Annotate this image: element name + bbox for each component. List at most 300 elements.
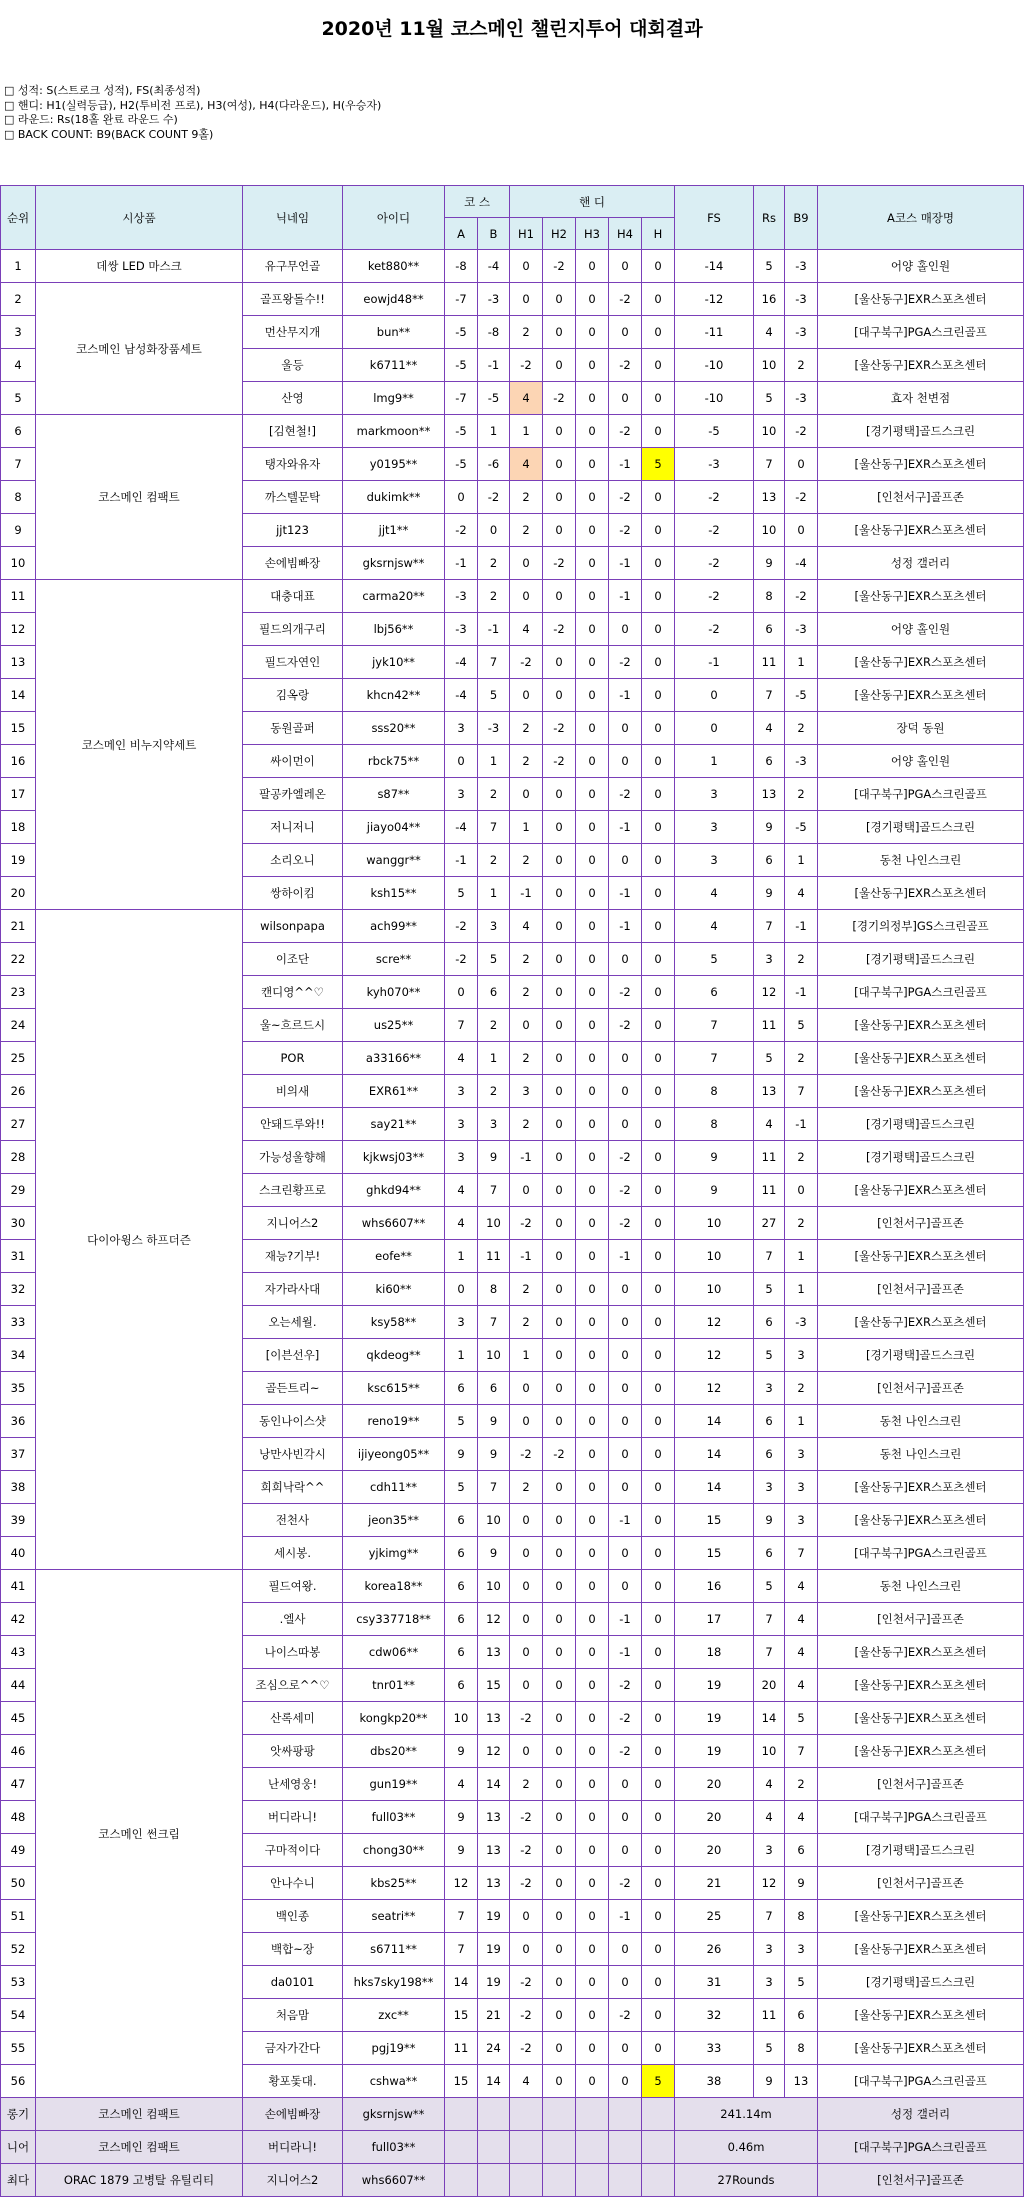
cell-score-a: 3 xyxy=(445,712,478,745)
cell-fs: 0 xyxy=(675,712,754,745)
cell-h4: -2 xyxy=(609,646,642,679)
cell-rank: 29 xyxy=(1,1174,36,1207)
cell-h4: -2 xyxy=(609,514,642,547)
cell-rank: 15 xyxy=(1,712,36,745)
cell-fs: 3 xyxy=(675,778,754,811)
cell-score-a: 6 xyxy=(445,1636,478,1669)
cell-rs: 7 xyxy=(754,679,785,712)
cell-h2: 0 xyxy=(543,1273,576,1306)
cell-h2: 0 xyxy=(543,1141,576,1174)
cell-h1: -1 xyxy=(510,1240,543,1273)
cell-store: [경기의정부]GS스크린골프 xyxy=(818,910,1024,943)
prize-cell: 코스메인 비누지약세트 xyxy=(36,580,243,910)
cell-score-a: -2 xyxy=(445,943,478,976)
cell-nickname: POR xyxy=(243,1042,343,1075)
cell-fs: -10 xyxy=(675,382,754,415)
legend-back-count: □ BACK COUNT: B9(BACK COUNT 9홀) xyxy=(4,127,214,141)
cell-h1: 0 xyxy=(510,1636,543,1669)
cell-score-a: 9 xyxy=(445,1735,478,1768)
empty-cell xyxy=(445,2098,478,2131)
cell-score-b: 10 xyxy=(478,1207,510,1240)
cell-h3: 0 xyxy=(576,1834,609,1867)
cell-h3: 0 xyxy=(576,1174,609,1207)
cell-nickname: 캔디영^^♡ xyxy=(243,976,343,1009)
legend-rounds: □ 라운드: Rs(18홀 완료 라운드 수) xyxy=(4,113,178,126)
cell-id: ket880** xyxy=(343,250,445,283)
cell-rank: 51 xyxy=(1,1900,36,1933)
cell-b9: 3 xyxy=(785,1438,818,1471)
cell-rank: 10 xyxy=(1,547,36,580)
cell-score-a: 4 xyxy=(445,1042,478,1075)
cell-h3: 0 xyxy=(576,1735,609,1768)
cell-id: khcn42** xyxy=(343,679,445,712)
cell-store: [경기평택]골드스크린 xyxy=(818,1141,1024,1174)
cell-nickname: 나이스따봉 xyxy=(243,1636,343,1669)
cell-nickname: .엘사 xyxy=(243,1603,343,1636)
cell-b9: -3 xyxy=(785,283,818,316)
cell-nickname: da0101 xyxy=(243,1966,343,1999)
results-table xyxy=(0,185,1024,2197)
cell-score-a: 3 xyxy=(445,1141,478,1174)
cell-h2: 0 xyxy=(543,910,576,943)
cell-h3: 0 xyxy=(576,811,609,844)
cell-h3: 0 xyxy=(576,646,609,679)
cell-h: 0 xyxy=(642,1504,675,1537)
cell-store: 동천 나인스크린 xyxy=(818,1405,1024,1438)
cell-score-a: 11 xyxy=(445,2032,478,2065)
cell-store: [대구북구]PGA스크린골프 xyxy=(818,316,1024,349)
cell-h1: -2 xyxy=(510,1999,543,2032)
cell-rs: 3 xyxy=(754,943,785,976)
cell-rs: 11 xyxy=(754,646,785,679)
cell-fs: 8 xyxy=(675,1075,754,1108)
cell-h1: 0 xyxy=(510,283,543,316)
cell-h2: 0 xyxy=(543,2065,576,2098)
cell-rank: 1 xyxy=(1,250,36,283)
cell-h4: -2 xyxy=(609,1702,642,1735)
cell-h3: 0 xyxy=(576,415,609,448)
cell-h: 0 xyxy=(642,976,675,1009)
cell-rank: 27 xyxy=(1,1108,36,1141)
cell-rank: 31 xyxy=(1,1240,36,1273)
cell-rank: 13 xyxy=(1,646,36,679)
cell-score-b: 10 xyxy=(478,1570,510,1603)
cell-h3: 0 xyxy=(576,382,609,415)
cell-score-a: 5 xyxy=(445,1405,478,1438)
cell-nickname: 가능성울향해 xyxy=(243,1141,343,1174)
cell-score-b: 7 xyxy=(478,1306,510,1339)
cell-id: dukimk** xyxy=(343,481,445,514)
award-value: 0.46m xyxy=(675,2131,818,2164)
cell-h: 0 xyxy=(642,1900,675,1933)
cell-h1: 2 xyxy=(510,1042,543,1075)
cell-nickname: 필드자연인 xyxy=(243,646,343,679)
cell-fs: 3 xyxy=(675,844,754,877)
cell-b9: 4 xyxy=(785,1669,818,1702)
cell-nickname: 조심으로^^♡ xyxy=(243,1669,343,1702)
cell-rs: 11 xyxy=(754,1999,785,2032)
cell-h3: 0 xyxy=(576,448,609,481)
cell-store: [울산동구]EXR스포츠센터 xyxy=(818,1702,1024,1735)
cell-rank: 46 xyxy=(1,1735,36,1768)
cell-rank: 37 xyxy=(1,1438,36,1471)
cell-h3: 0 xyxy=(576,2032,609,2065)
cell-id: zxc** xyxy=(343,1999,445,2032)
cell-rs: 4 xyxy=(754,712,785,745)
cell-h: 0 xyxy=(642,1009,675,1042)
cell-h: 0 xyxy=(642,1636,675,1669)
cell-store: [경기평택]골드스크린 xyxy=(818,943,1024,976)
cell-h1: 0 xyxy=(510,1669,543,1702)
cell-h: 0 xyxy=(642,1933,675,1966)
cell-h4: -1 xyxy=(609,1603,642,1636)
cell-fs: 5 xyxy=(675,943,754,976)
cell-h1: 0 xyxy=(510,547,543,580)
cell-h4: 0 xyxy=(609,712,642,745)
header-b9: B9 xyxy=(785,186,818,250)
cell-h2: 0 xyxy=(543,1372,576,1405)
cell-fs: 9 xyxy=(675,1174,754,1207)
cell-store: [울산동구]EXR스포츠센터 xyxy=(818,679,1024,712)
cell-id: ksc615** xyxy=(343,1372,445,1405)
cell-b9: 1 xyxy=(785,646,818,679)
cell-score-b: -4 xyxy=(478,250,510,283)
cell-score-b: 0 xyxy=(478,514,510,547)
cell-h3: 0 xyxy=(576,1603,609,1636)
cell-id: rbck75** xyxy=(343,745,445,778)
cell-store: [울산동구]EXR스포츠센터 xyxy=(818,1306,1024,1339)
cell-store: [대구북구]PGA스크린골프 xyxy=(818,2065,1024,2098)
cell-store: [인천서구]골프존 xyxy=(818,2164,1024,2197)
cell-rank: 24 xyxy=(1,1009,36,1042)
cell-fs: 21 xyxy=(675,1867,754,1900)
cell-score-a: 6 xyxy=(445,1372,478,1405)
cell-h3: 0 xyxy=(576,1570,609,1603)
cell-h4: -2 xyxy=(609,349,642,382)
cell-b9: -2 xyxy=(785,580,818,613)
cell-rank: 34 xyxy=(1,1339,36,1372)
cell-h3: 0 xyxy=(576,316,609,349)
cell-h4: 0 xyxy=(609,745,642,778)
cell-nickname: 손에빔빠장 xyxy=(243,2098,343,2131)
cell-rs: 5 xyxy=(754,1042,785,1075)
cell-h1: 2 xyxy=(510,745,543,778)
cell-nickname: 처음맘 xyxy=(243,1999,343,2032)
cell-nickname: 탱자와유자 xyxy=(243,448,343,481)
cell-h2: 0 xyxy=(543,1966,576,1999)
empty-cell xyxy=(510,2098,543,2131)
cell-rs: 7 xyxy=(754,910,785,943)
award-label: 니어 xyxy=(1,2131,36,2164)
cell-h3: 0 xyxy=(576,1999,609,2032)
prize-cell: ORAC 1879 고병탈 유틸리티 xyxy=(36,2164,243,2197)
cell-score-b: 7 xyxy=(478,1471,510,1504)
cell-h2: 0 xyxy=(543,1603,576,1636)
cell-rs: 4 xyxy=(754,316,785,349)
cell-nickname: 까스텔문탁 xyxy=(243,481,343,514)
cell-rank: 16 xyxy=(1,745,36,778)
cell-h: 0 xyxy=(642,2032,675,2065)
cell-b9: 1 xyxy=(785,1240,818,1273)
cell-rs: 10 xyxy=(754,514,785,547)
cell-h4: -2 xyxy=(609,1009,642,1042)
cell-store: [울산동구]EXR스포츠센터 xyxy=(818,1999,1024,2032)
header-prize: 시상품 xyxy=(36,186,243,250)
cell-rs: 11 xyxy=(754,1141,785,1174)
cell-rs: 3 xyxy=(754,1933,785,1966)
cell-h1: 0 xyxy=(510,1537,543,1570)
prize-cell: 다이아윙스 하프더즌 xyxy=(36,910,243,1570)
cell-h1: 0 xyxy=(510,1603,543,1636)
cell-h1: -1 xyxy=(510,877,543,910)
cell-h1: 0 xyxy=(510,1009,543,1042)
cell-fs: 3 xyxy=(675,811,754,844)
cell-score-a: 4 xyxy=(445,1768,478,1801)
cell-fs: -1 xyxy=(675,646,754,679)
cell-store: [울산동구]EXR스포츠센터 xyxy=(818,1174,1024,1207)
cell-id: ghkd94** xyxy=(343,1174,445,1207)
cell-h2: 0 xyxy=(543,514,576,547)
cell-score-a: 6 xyxy=(445,1570,478,1603)
cell-h1: 3 xyxy=(510,1075,543,1108)
cell-rs: 20 xyxy=(754,1669,785,1702)
cell-h4: -1 xyxy=(609,877,642,910)
empty-cell xyxy=(478,2131,510,2164)
cell-nickname: 골프왕돌수!! xyxy=(243,283,343,316)
table-row xyxy=(1,910,1024,943)
cell-h: 0 xyxy=(642,1042,675,1075)
cell-score-a: 10 xyxy=(445,1702,478,1735)
header-h3: H3 xyxy=(576,218,609,250)
cell-h4: -2 xyxy=(609,778,642,811)
cell-b9: 6 xyxy=(785,1834,818,1867)
cell-h4: 0 xyxy=(609,2032,642,2065)
cell-h3: 0 xyxy=(576,778,609,811)
cell-h2: 0 xyxy=(543,778,576,811)
cell-rank: 2 xyxy=(1,283,36,316)
cell-h4: 0 xyxy=(609,1834,642,1867)
cell-h: 0 xyxy=(642,382,675,415)
cell-nickname: 앗싸팡팡 xyxy=(243,1735,343,1768)
cell-nickname: 자가라사대 xyxy=(243,1273,343,1306)
cell-score-b: 19 xyxy=(478,1900,510,1933)
cell-score-a: 4 xyxy=(445,1174,478,1207)
cell-rs: 10 xyxy=(754,349,785,382)
cell-score-b: -3 xyxy=(478,283,510,316)
cell-score-b: 9 xyxy=(478,1141,510,1174)
cell-rs: 9 xyxy=(754,547,785,580)
cell-rank: 33 xyxy=(1,1306,36,1339)
cell-score-b: 12 xyxy=(478,1735,510,1768)
cell-h2: 0 xyxy=(543,976,576,1009)
cell-store: [울산동구]EXR스포츠센터 xyxy=(818,1504,1024,1537)
cell-h1: 0 xyxy=(510,679,543,712)
cell-h3: 0 xyxy=(576,1075,609,1108)
cell-h2: 0 xyxy=(543,1042,576,1075)
cell-rs: 11 xyxy=(754,1009,785,1042)
cell-rs: 16 xyxy=(754,283,785,316)
cell-store: [대구북구]PGA스크린골프 xyxy=(818,1801,1024,1834)
cell-score-a: 9 xyxy=(445,1834,478,1867)
cell-h4: -2 xyxy=(609,1867,642,1900)
cell-nickname: wilsonpapa xyxy=(243,910,343,943)
cell-rs: 12 xyxy=(754,1867,785,1900)
cell-rs: 13 xyxy=(754,1075,785,1108)
cell-h1: -2 xyxy=(510,2032,543,2065)
cell-score-a: 7 xyxy=(445,1009,478,1042)
cell-b9: 2 xyxy=(785,1768,818,1801)
cell-rs: 8 xyxy=(754,580,785,613)
empty-cell xyxy=(445,2164,478,2197)
table-row xyxy=(1,415,1024,448)
cell-store: [울산동구]EXR스포츠센터 xyxy=(818,1735,1024,1768)
cell-b9: -3 xyxy=(785,1306,818,1339)
cell-h: 0 xyxy=(642,679,675,712)
cell-rs: 9 xyxy=(754,877,785,910)
cell-b9: -3 xyxy=(785,250,818,283)
header-fs: FS xyxy=(675,186,754,250)
cell-rs: 9 xyxy=(754,1504,785,1537)
cell-h4: 0 xyxy=(609,1306,642,1339)
cell-id: kongkp20** xyxy=(343,1702,445,1735)
cell-b9: -1 xyxy=(785,910,818,943)
cell-rank: 53 xyxy=(1,1966,36,1999)
cell-h2: 0 xyxy=(543,1636,576,1669)
cell-h1: 4 xyxy=(510,613,543,646)
cell-rank: 18 xyxy=(1,811,36,844)
cell-b9: -1 xyxy=(785,976,818,1009)
cell-h: 0 xyxy=(642,745,675,778)
cell-rs: 9 xyxy=(754,2065,785,2098)
cell-rs: 5 xyxy=(754,1570,785,1603)
cell-score-b: 14 xyxy=(478,2065,510,2098)
cell-h3: 0 xyxy=(576,712,609,745)
cell-b9: 6 xyxy=(785,1999,818,2032)
cell-rank: 5 xyxy=(1,382,36,415)
cell-score-b: 2 xyxy=(478,580,510,613)
cell-h: 0 xyxy=(642,514,675,547)
cell-rs: 6 xyxy=(754,1405,785,1438)
cell-h2: 0 xyxy=(543,1834,576,1867)
cell-rs: 5 xyxy=(754,1339,785,1372)
cell-score-b: 5 xyxy=(478,943,510,976)
cell-h: 0 xyxy=(642,481,675,514)
cell-b9: 4 xyxy=(785,1801,818,1834)
cell-fs: 16 xyxy=(675,1570,754,1603)
cell-rs: 4 xyxy=(754,1801,785,1834)
header-store: A코스 매장명 xyxy=(818,186,1024,250)
cell-rank: 28 xyxy=(1,1141,36,1174)
cell-fs: 1 xyxy=(675,745,754,778)
header-b: B xyxy=(478,218,510,250)
cell-h: 0 xyxy=(642,1834,675,1867)
cell-score-a: 3 xyxy=(445,1306,478,1339)
results-body xyxy=(1,250,1024,2197)
header-a: A xyxy=(445,218,478,250)
cell-rs: 11 xyxy=(754,1174,785,1207)
header-course: 코 스 xyxy=(445,186,510,218)
cell-fs: 4 xyxy=(675,910,754,943)
header-h2: H2 xyxy=(543,218,576,250)
cell-score-b: 11 xyxy=(478,1240,510,1273)
cell-nickname: 울~흐르드시 xyxy=(243,1009,343,1042)
cell-id: kbs25** xyxy=(343,1867,445,1900)
cell-h2: 0 xyxy=(543,943,576,976)
cell-h3: 0 xyxy=(576,1669,609,1702)
cell-h4: -1 xyxy=(609,1504,642,1537)
cell-rank: 42 xyxy=(1,1603,36,1636)
cell-store: [인천서구]골프존 xyxy=(818,1207,1024,1240)
cell-id: gun19** xyxy=(343,1768,445,1801)
cell-b9: 2 xyxy=(785,943,818,976)
header-id: 아이디 xyxy=(343,186,445,250)
cell-rank: 26 xyxy=(1,1075,36,1108)
cell-score-b: 1 xyxy=(478,745,510,778)
cell-score-a: -7 xyxy=(445,283,478,316)
cell-h2: 0 xyxy=(543,1405,576,1438)
cell-score-b: 13 xyxy=(478,1636,510,1669)
cell-id: kyh070** xyxy=(343,976,445,1009)
cell-h: 0 xyxy=(642,811,675,844)
cell-h2: 0 xyxy=(543,1900,576,1933)
cell-h1: 2 xyxy=(510,316,543,349)
cell-store: [울산동구]EXR스포츠센터 xyxy=(818,283,1024,316)
cell-rank: 8 xyxy=(1,481,36,514)
cell-id: ksh15** xyxy=(343,877,445,910)
cell-h4: -2 xyxy=(609,415,642,448)
cell-nickname: 동원골퍼 xyxy=(243,712,343,745)
special-award-row xyxy=(1,2098,1024,2131)
cell-score-a: 6 xyxy=(445,1669,478,1702)
cell-h1: 0 xyxy=(510,1735,543,1768)
cell-h: 0 xyxy=(642,1108,675,1141)
cell-store: [경기평택]골드스크린 xyxy=(818,1108,1024,1141)
cell-store: 어양 홀인원 xyxy=(818,745,1024,778)
cell-h2: -2 xyxy=(543,382,576,415)
cell-id: cdh11** xyxy=(343,1471,445,1504)
cell-score-b: 6 xyxy=(478,1372,510,1405)
cell-h1: -2 xyxy=(510,1702,543,1735)
cell-h1: 4 xyxy=(510,910,543,943)
cell-h: 0 xyxy=(642,547,675,580)
cell-h3: 0 xyxy=(576,250,609,283)
cell-h2: 0 xyxy=(543,1867,576,1900)
cell-h4: -1 xyxy=(609,448,642,481)
cell-h3: 0 xyxy=(576,910,609,943)
cell-h2: 0 xyxy=(543,679,576,712)
table-row xyxy=(1,1570,1024,1603)
cell-h: 0 xyxy=(642,1405,675,1438)
cell-rank: 32 xyxy=(1,1273,36,1306)
cell-h1: -2 xyxy=(510,1801,543,1834)
cell-h: 0 xyxy=(642,1471,675,1504)
cell-h3: 0 xyxy=(576,349,609,382)
cell-b9: 1 xyxy=(785,844,818,877)
cell-fs: 19 xyxy=(675,1669,754,1702)
cell-h: 0 xyxy=(642,1141,675,1174)
cell-score-a: -2 xyxy=(445,910,478,943)
cell-store: [인천서구]골프존 xyxy=(818,1603,1024,1636)
cell-h2: 0 xyxy=(543,1570,576,1603)
cell-fs: 18 xyxy=(675,1636,754,1669)
cell-nickname: 저니저니 xyxy=(243,811,343,844)
cell-b9: 0 xyxy=(785,448,818,481)
cell-fs: 19 xyxy=(675,1735,754,1768)
cell-score-a: 3 xyxy=(445,778,478,811)
cell-fs: 32 xyxy=(675,1999,754,2032)
cell-rs: 4 xyxy=(754,1108,785,1141)
cell-h2: 0 xyxy=(543,580,576,613)
